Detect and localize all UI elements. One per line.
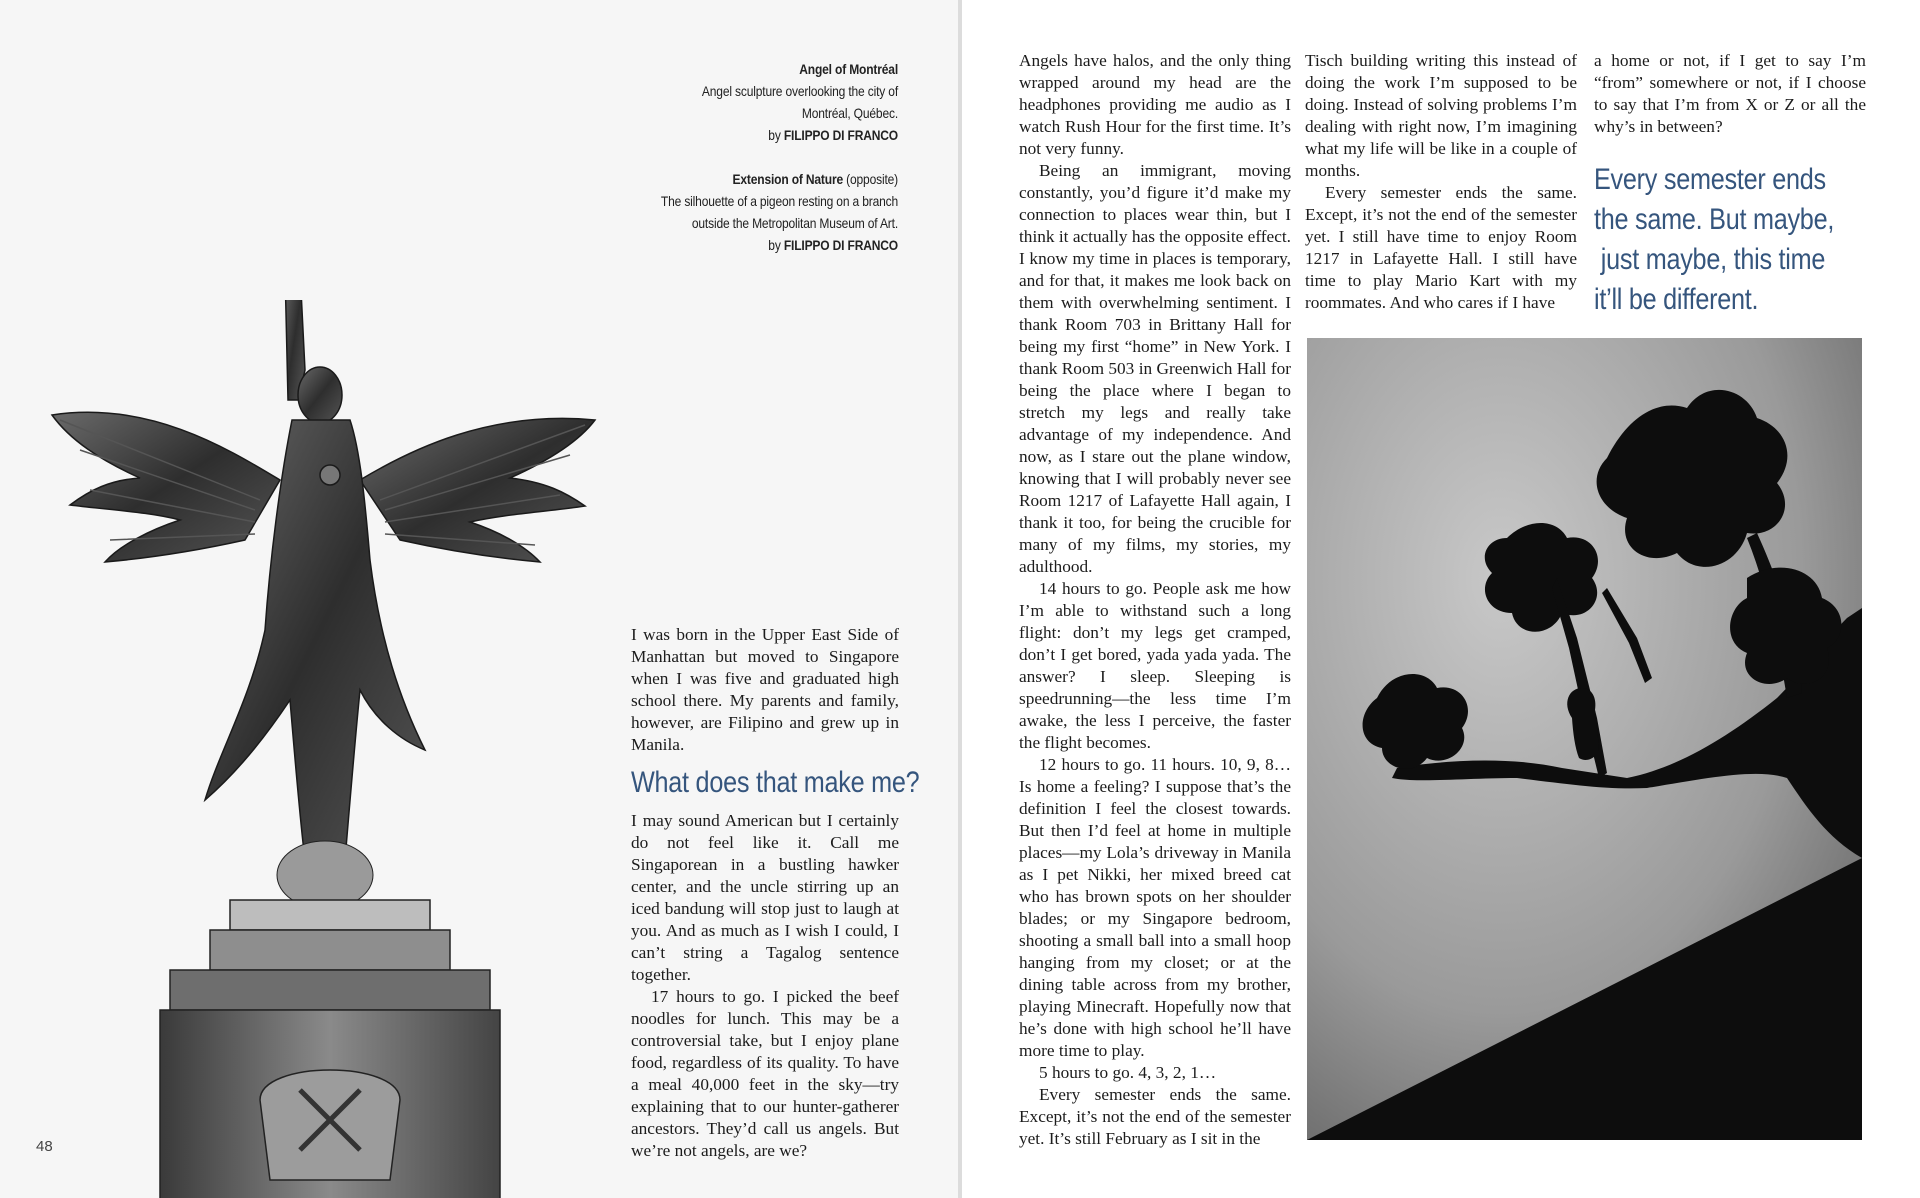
pull-quote-line: the same. But maybe, [1594, 203, 1835, 236]
paragraph: I may sound American but I certainly do not feel like it. Call me Singaporean in a bustling hawker center, and the uncle stirring up an iced bandung will stop just to laugh at you. And as much as I wish I could, I can’t string a Tagalog sentence together. [631, 811, 899, 984]
caption-text: The silhouette of a pigeon resting on a branch [660, 193, 898, 209]
caption-title: Angel of Montréal [799, 61, 898, 77]
caption-text: Angel sculpture overlooking the city of [701, 83, 898, 99]
paragraph: Angels have halos, and the only thing wrapped around my head are the headphones providing me audio as I watch Rush Hour for the first time. It’s not very funny. [1019, 51, 1291, 158]
pedestal [160, 900, 500, 1198]
page-number: 48 [36, 1138, 53, 1155]
right-page [962, 0, 1920, 1198]
caption-text: outside the Metropolitan Museum of Art. [691, 215, 898, 231]
left-page [0, 0, 958, 1198]
caption-credit: by FILIPPO DI FRANCO [768, 237, 898, 253]
section-heading: What does that make me? [631, 766, 920, 799]
paragraph: a home or not, if I get to say I’m “from” somewhere or not, if I choose to say that I’m from X or Z or all the why’s in between? [1594, 51, 1866, 136]
angel-figure [205, 300, 425, 860]
caption-pigeon [623, 168, 898, 256]
angel-sculpture-photo [30, 300, 610, 1198]
photographer-name: FILIPPO DI FRANCO [783, 237, 898, 253]
photo-captions [623, 58, 898, 256]
pull-quote-line: just maybe, this time [1594, 243, 1826, 276]
pull-quote-line: Every semester ends [1594, 163, 1826, 196]
article-column-2 [1019, 50, 1291, 1150]
paragraph: 12 hours to go. 11 hours. 10, 9, 8… Is home a feeling? I suppose that’s the definition I feel the closest towards. But then I’d feel at home in multiple places—my Lola’s driveway in Manila as I pet Nikki, her mixed breed cat who has brown spots on her shoulder blades; or my Singapore bedroom, shooting a small ball into a small hoop hanging from my closet; or at the dining table across from my brother, playing Minecraft. Hopefully now that he’s done with high school he’ll have more time to play. [1019, 755, 1291, 1060]
paragraph: Every semester ends the same. Except, it’s not the end of the semester yet. I still have time to enjoy Room 1217 in Lafayette Hall. I still have time to play Mario Kart with my roommates. And who cares if I have [1305, 183, 1577, 312]
article-column-1 [631, 624, 920, 1162]
paragraph: 14 hours to go. People ask me how I’m able to withstand such a long flight: don’t my legs get cramped, don’t I get bored, yada yada yada. The answer? I sleep. Sleeping is speedrunning—the less time I’m awake, the less I perceive, the faster the flight becomes. [1019, 579, 1291, 752]
paragraph: 17 hours to go. I picked the beef noodles for lunch. This may be a controversial take, but I enjoy plane food, regardless of its quality. To have a meal 40,000 feet in the sky—try explaining that to our hunter-gatherer ancestors. They’d call us angels. But we’re not angels, are we? [631, 987, 899, 1160]
caption-note: (opposite) [843, 171, 898, 187]
globe [277, 841, 373, 909]
pigeon-silhouette-photo [1307, 338, 1862, 1140]
caption-credit: by FILIPPO DI FRANCO [768, 127, 898, 143]
caption-title: Extension of Nature [732, 171, 844, 187]
caption-text: Montréal, Québec. [801, 105, 898, 121]
left-wing [52, 412, 280, 562]
right-wing [360, 418, 595, 562]
caption-angel [623, 58, 898, 146]
paragraph: Tisch building writing this instead of doing the work I’m supposed to be doing. Instead of solving problems I’m dealing with right now, I’m imagining what my life will be like in a couple of months. [1305, 51, 1577, 180]
photographer-name: FILIPPO DI FRANCO [783, 127, 898, 143]
paragraph: Being an immigrant, moving constantly, you’d figure it’d make my connection to places wear thin, but I think it actually has the opposite effect. I know my time in places is temporary, and for that, it makes me look back on them with overwhelming sentiment. I thank Room 703 in Brittany Hall for being my first “home” in New York. I thank Room 503 in Greenwich Hall for being the place where I began to stretch my legs and really take advantage of my independence. And now, as I stare out the plane window, knowing that I will probably never see Room 1217 of Lafayette Hall again, I thank it too, for being the crucible for many of my films, my stories, my adulthood. [1019, 161, 1291, 576]
paragraph: I was born in the Upper East Side of Manhattan but moved to Singapore when I was five and graduated high school there. My parents and family, however, are Filipino and grew up in Manila. [631, 625, 899, 754]
paragraph: 5 hours to go. 4, 3, 2, 1… [1039, 1063, 1217, 1082]
paragraph: Every semester ends the same. Except, it’s not the end of the semester yet. It’s still February as I sit in the [1019, 1085, 1291, 1148]
article-column-3 [1305, 50, 1577, 314]
pull-quote [1594, 160, 1846, 320]
pull-quote-line: it’ll be different. [1594, 283, 1759, 316]
article-column-4 [1594, 50, 1866, 138]
caption-title-line [623, 168, 898, 190]
